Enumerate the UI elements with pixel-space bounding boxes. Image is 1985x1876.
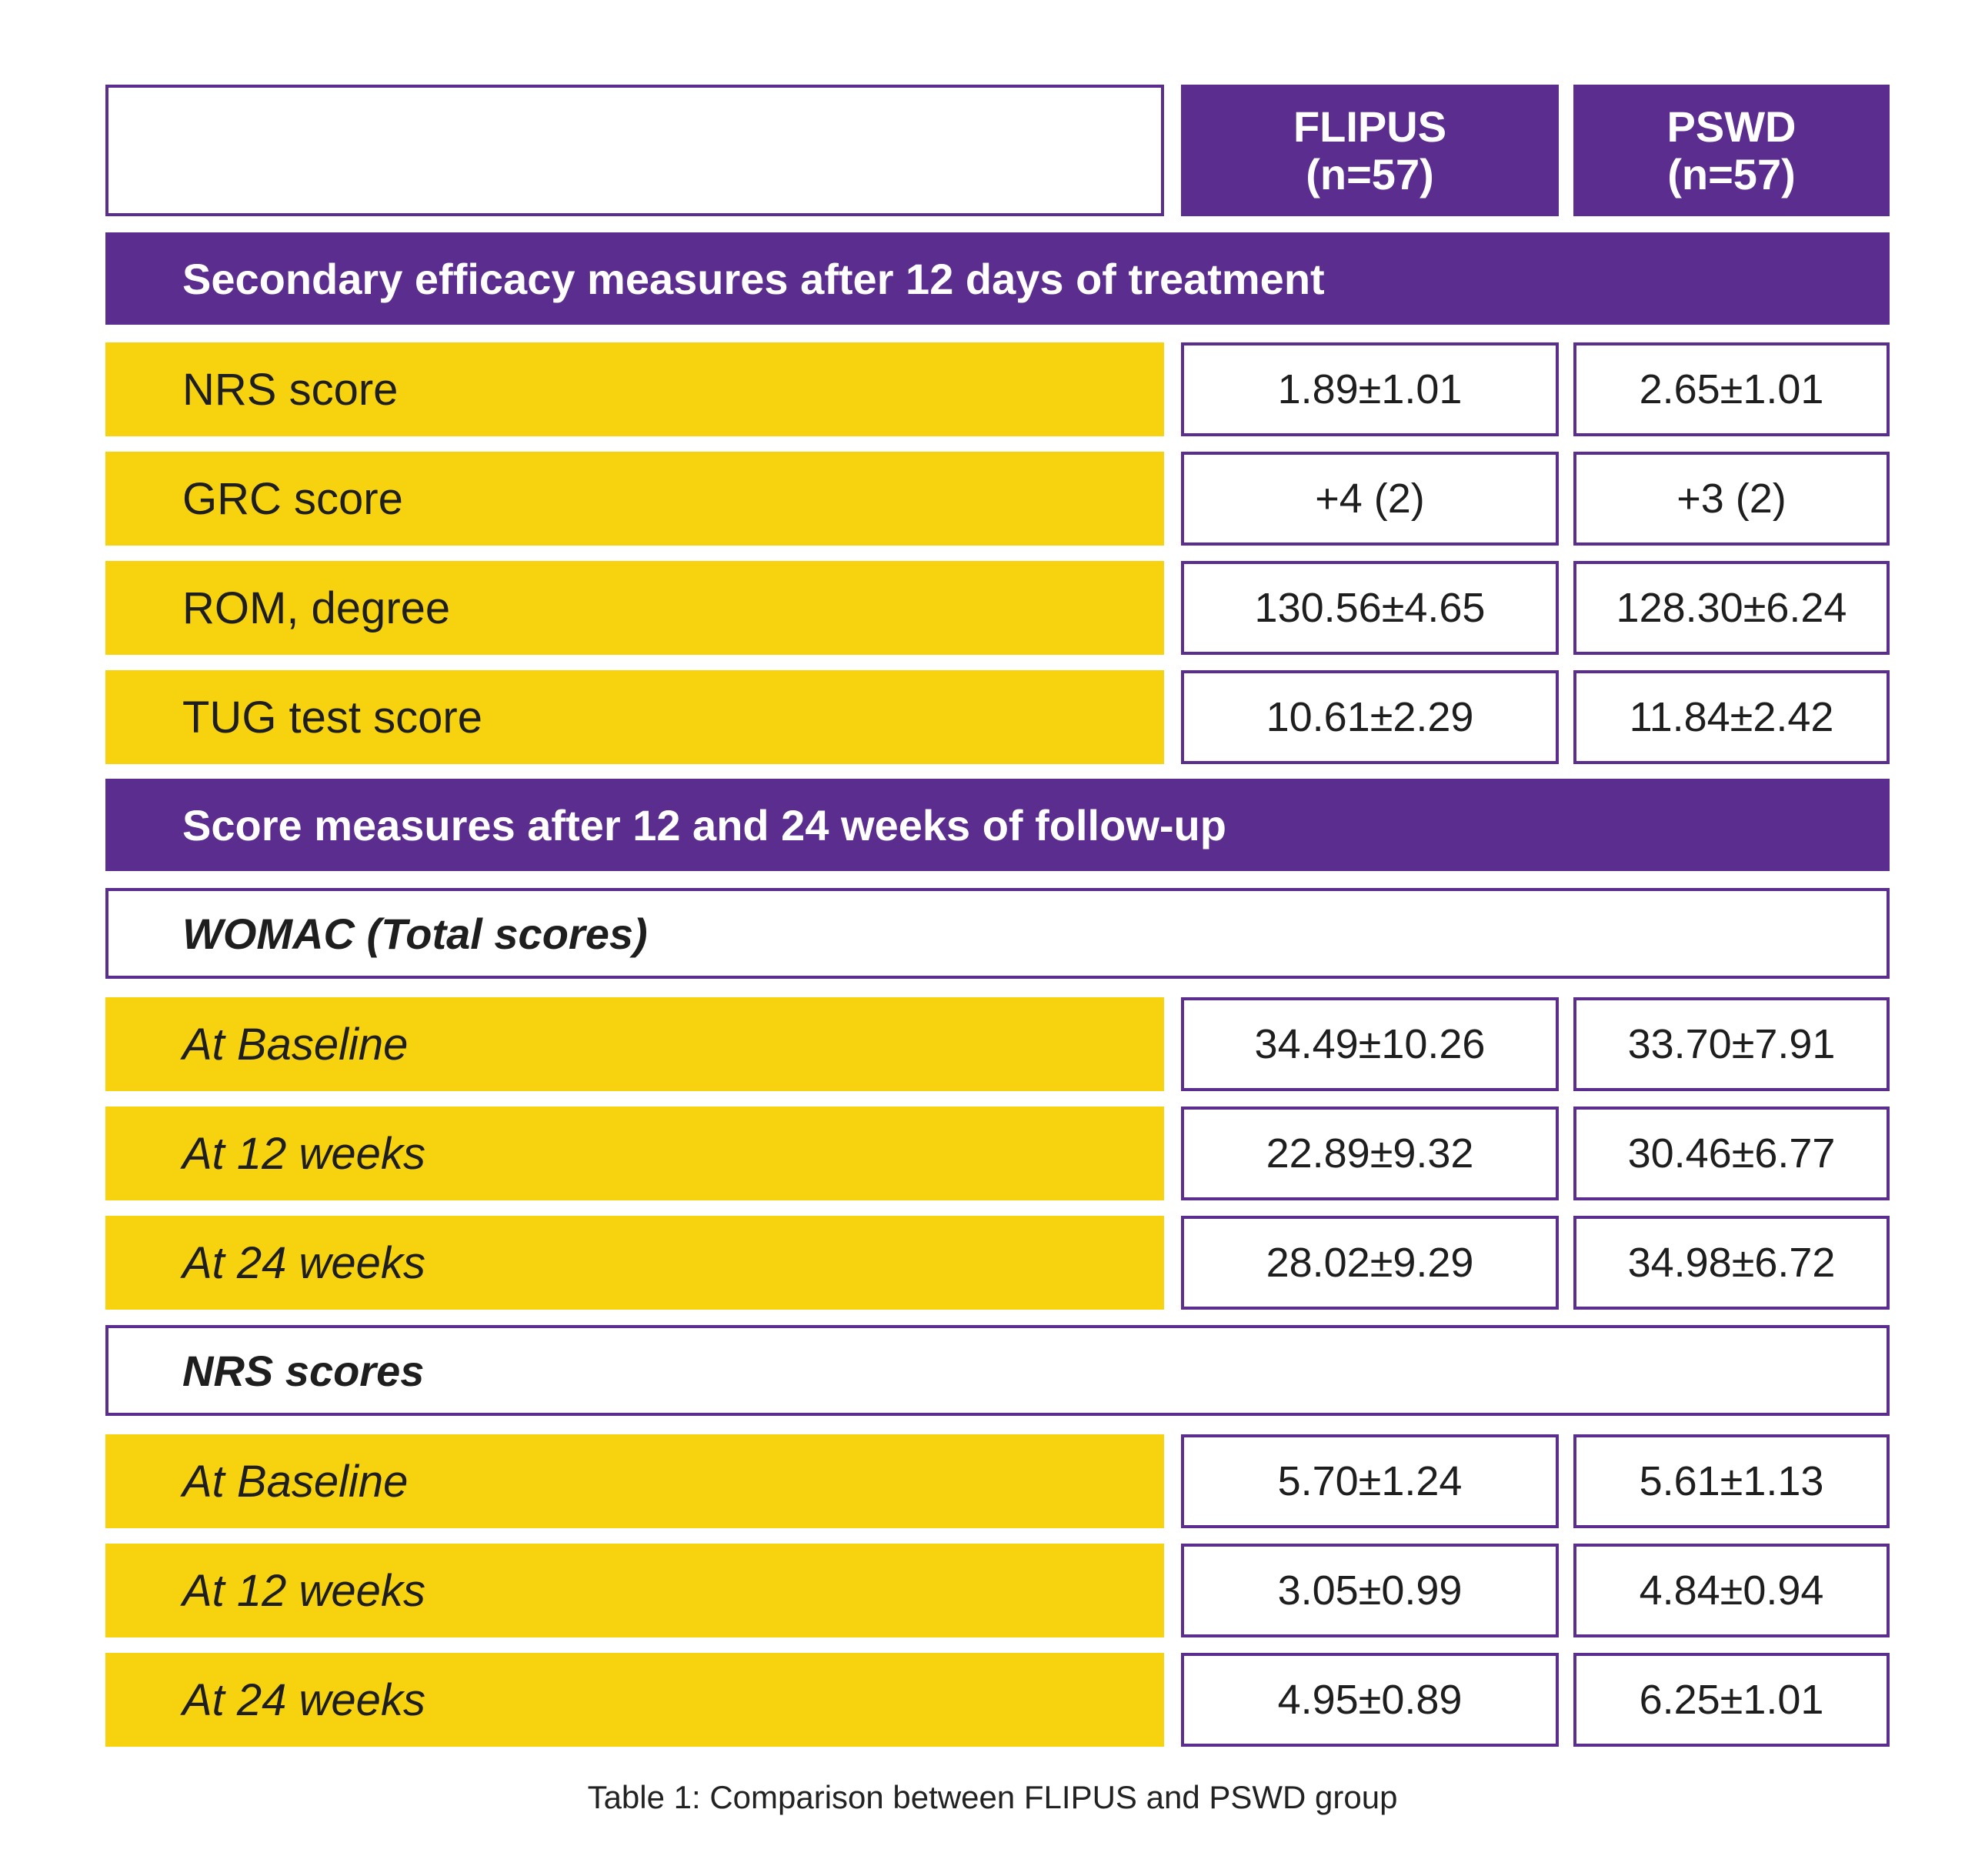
column-header-pswd-name: PSWD — [1666, 102, 1797, 151]
value-pswd: 33.70±7.91 — [1573, 997, 1890, 1091]
value-flipus: +4 (2) — [1181, 452, 1559, 546]
subheader-womac: WOMAC (Total scores) — [105, 888, 1890, 979]
value-flipus: 1.89±1.01 — [1181, 342, 1559, 436]
value-flipus: 130.56±4.65 — [1181, 561, 1559, 655]
header-empty-cell — [105, 85, 1164, 216]
row-label: At 12 weeks — [105, 1107, 1164, 1200]
row-label: At Baseline — [105, 997, 1164, 1091]
value-pswd: 2.65±1.01 — [1573, 342, 1890, 436]
row-label: ROM, degree — [105, 561, 1164, 655]
row-label: GRC score — [105, 452, 1164, 546]
row-label: At Baseline — [105, 1434, 1164, 1528]
value-flipus: 28.02±9.29 — [1181, 1216, 1559, 1310]
column-header-flipus-n: (n=57) — [1306, 149, 1434, 199]
column-header-pswd — [1573, 85, 1890, 216]
value-pswd: 128.30±6.24 — [1573, 561, 1890, 655]
value-pswd: 4.84±0.94 — [1573, 1544, 1890, 1637]
value-flipus: 34.49±10.26 — [1181, 997, 1559, 1091]
row-label: At 12 weeks — [105, 1544, 1164, 1637]
column-header-pswd-n: (n=57) — [1667, 149, 1796, 199]
value-pswd: +3 (2) — [1573, 452, 1890, 546]
column-header-flipus-name: FLIPUS — [1293, 102, 1447, 151]
row-label: At 24 weeks — [105, 1653, 1164, 1747]
value-flipus: 4.95±0.89 — [1181, 1653, 1559, 1747]
section-header-secondary-efficacy: Secondary efficacy measures after 12 days of treatment — [105, 232, 1890, 325]
row-label: NRS score — [105, 342, 1164, 436]
value-pswd: 6.25±1.01 — [1573, 1653, 1890, 1747]
column-header-flipus — [1181, 85, 1559, 216]
value-flipus: 5.70±1.24 — [1181, 1434, 1559, 1528]
value-pswd: 34.98±6.72 — [1573, 1216, 1890, 1310]
table-caption: Table 1: Comparison between FLIPUS and PSWD group — [587, 1779, 1398, 1815]
row-label: TUG test score — [105, 670, 1164, 764]
section-header-score-measures: Score measures after 12 and 24 weeks of follow-up — [105, 779, 1890, 871]
value-flipus: 3.05±0.99 — [1181, 1544, 1559, 1637]
row-label: At 24 weeks — [105, 1216, 1164, 1310]
value-pswd: 30.46±6.77 — [1573, 1107, 1890, 1200]
value-pswd: 5.61±1.13 — [1573, 1434, 1890, 1528]
value-flipus: 22.89±9.32 — [1181, 1107, 1559, 1200]
value-pswd: 11.84±2.42 — [1573, 670, 1890, 764]
value-flipus: 10.61±2.29 — [1181, 670, 1559, 764]
subheader-nrs: NRS scores — [105, 1325, 1890, 1416]
